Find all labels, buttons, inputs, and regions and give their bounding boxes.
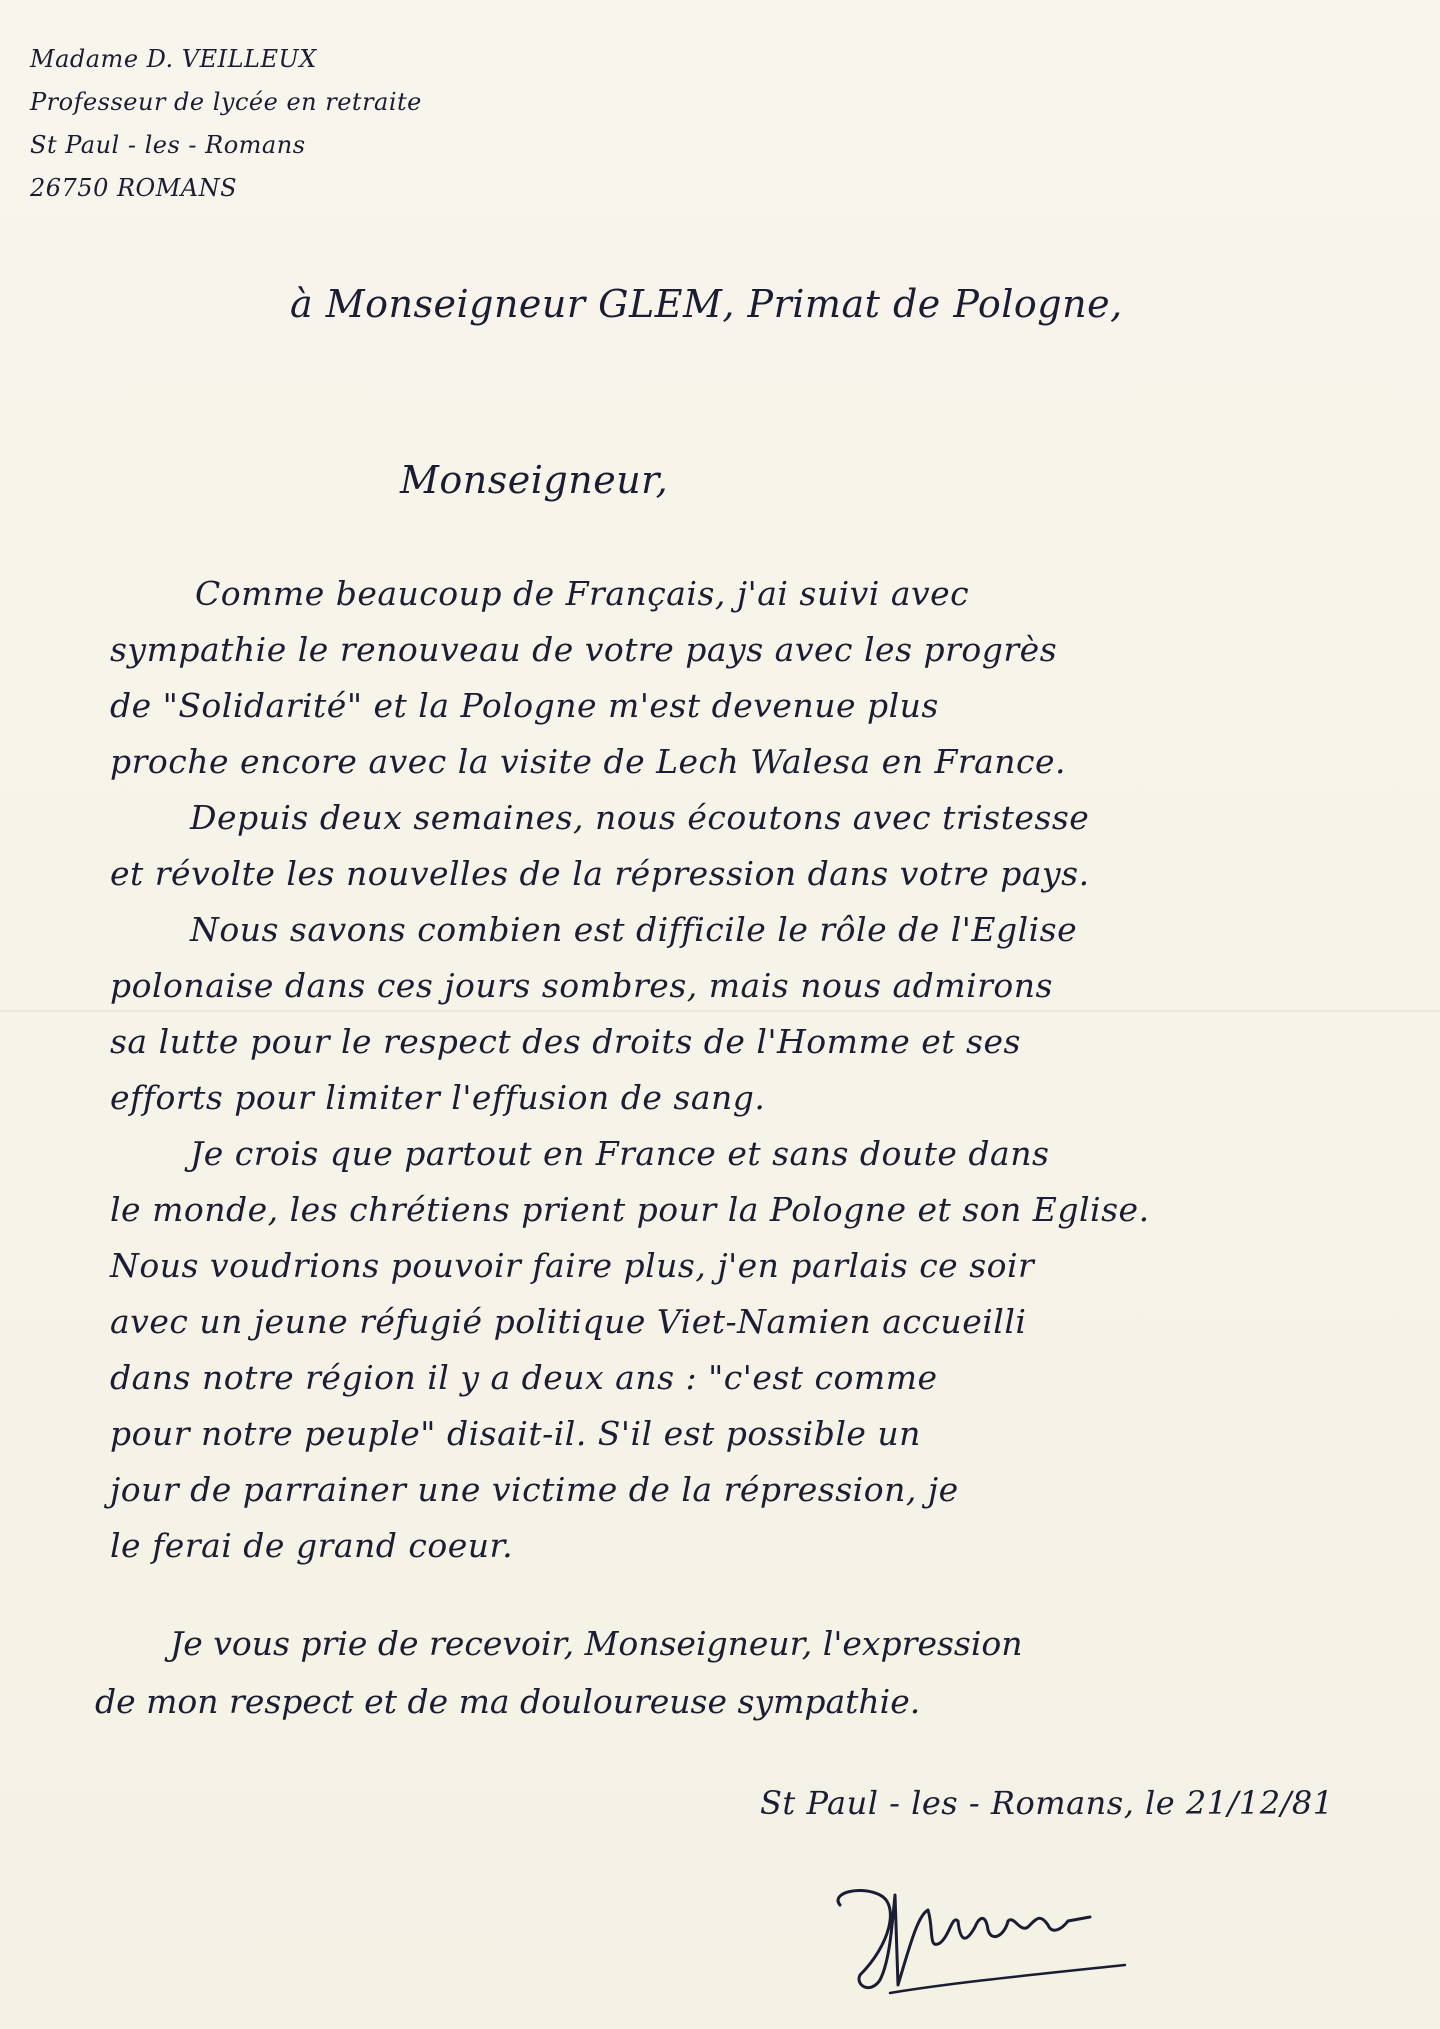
body-line: Nous voudrions pouvoir faire plus, j'en parlais ce soir (110, 1246, 1035, 1285)
sender-line: St Paul - les - Romans (30, 131, 306, 159)
sender-line: 26750 ROMANS (30, 174, 238, 202)
body-line: jour de parrainer une victime de la répression, je (110, 1470, 959, 1509)
body-line: proche encore avec la visite de Lech Walesa en France. (110, 742, 1067, 781)
body-line: Nous savons combien est difficile le rôle de l'Eglise (190, 910, 1078, 949)
body-line: et révolte les nouvelles de la répression dans votre pays. (110, 854, 1090, 893)
body-line: le monde, les chrétiens prient pour la Pologne et son Eglise. (110, 1190, 1150, 1229)
body-line: Comme beaucoup de Français, j'ai suivi avec (195, 574, 970, 613)
body-line: dans notre région il y a deux ans : "c'est comme (110, 1358, 938, 1397)
body-line: efforts pour limiter l'effusion de sang. (110, 1078, 766, 1117)
closing-line: Je vous prie de recevoir, Monseigneur, l'expression (170, 1624, 1023, 1663)
sender-line: Madame D. VEILLEUX (30, 45, 317, 73)
sender-address (30, 38, 422, 210)
body-line: sa lutte pour le respect des droits de l'Homme et ses (110, 1022, 1021, 1061)
body-line: avec un jeune réfugié politique Viet-Namien accueilli (110, 1302, 1027, 1341)
body-line: sympathie le renouveau de votre pays avec les progrès (110, 630, 1058, 669)
closing-formula (95, 1615, 1023, 1731)
salutation: Monseigneur, (400, 458, 669, 502)
body-line: le ferai de grand coeur. (110, 1526, 514, 1565)
body-line: Depuis deux semaines, nous écoutons avec tristesse (190, 798, 1090, 837)
recipient-line: à Monseigneur GLEM, Primat de Pologne, (290, 282, 1123, 326)
letter-body (95, 566, 1150, 1574)
place-and-date: St Paul - les - Romans, le 21/12/81 (760, 1784, 1334, 1822)
sender-line: Professeur de lycée en retraite (30, 88, 422, 116)
body-line: pour notre peuple" disait-il. S'il est possible un (110, 1414, 921, 1453)
body-line: de "Solidarité" et la Pologne m'est devenue plus (110, 686, 939, 725)
body-line: Je crois que partout en France et sans doute dans (190, 1134, 1050, 1173)
body-line: polonaise dans ces jours sombres, mais nous admirons (110, 966, 1053, 1005)
signature (800, 1855, 1140, 2005)
closing-line: de mon respect et de ma douloureuse sympathie. (95, 1682, 921, 1721)
